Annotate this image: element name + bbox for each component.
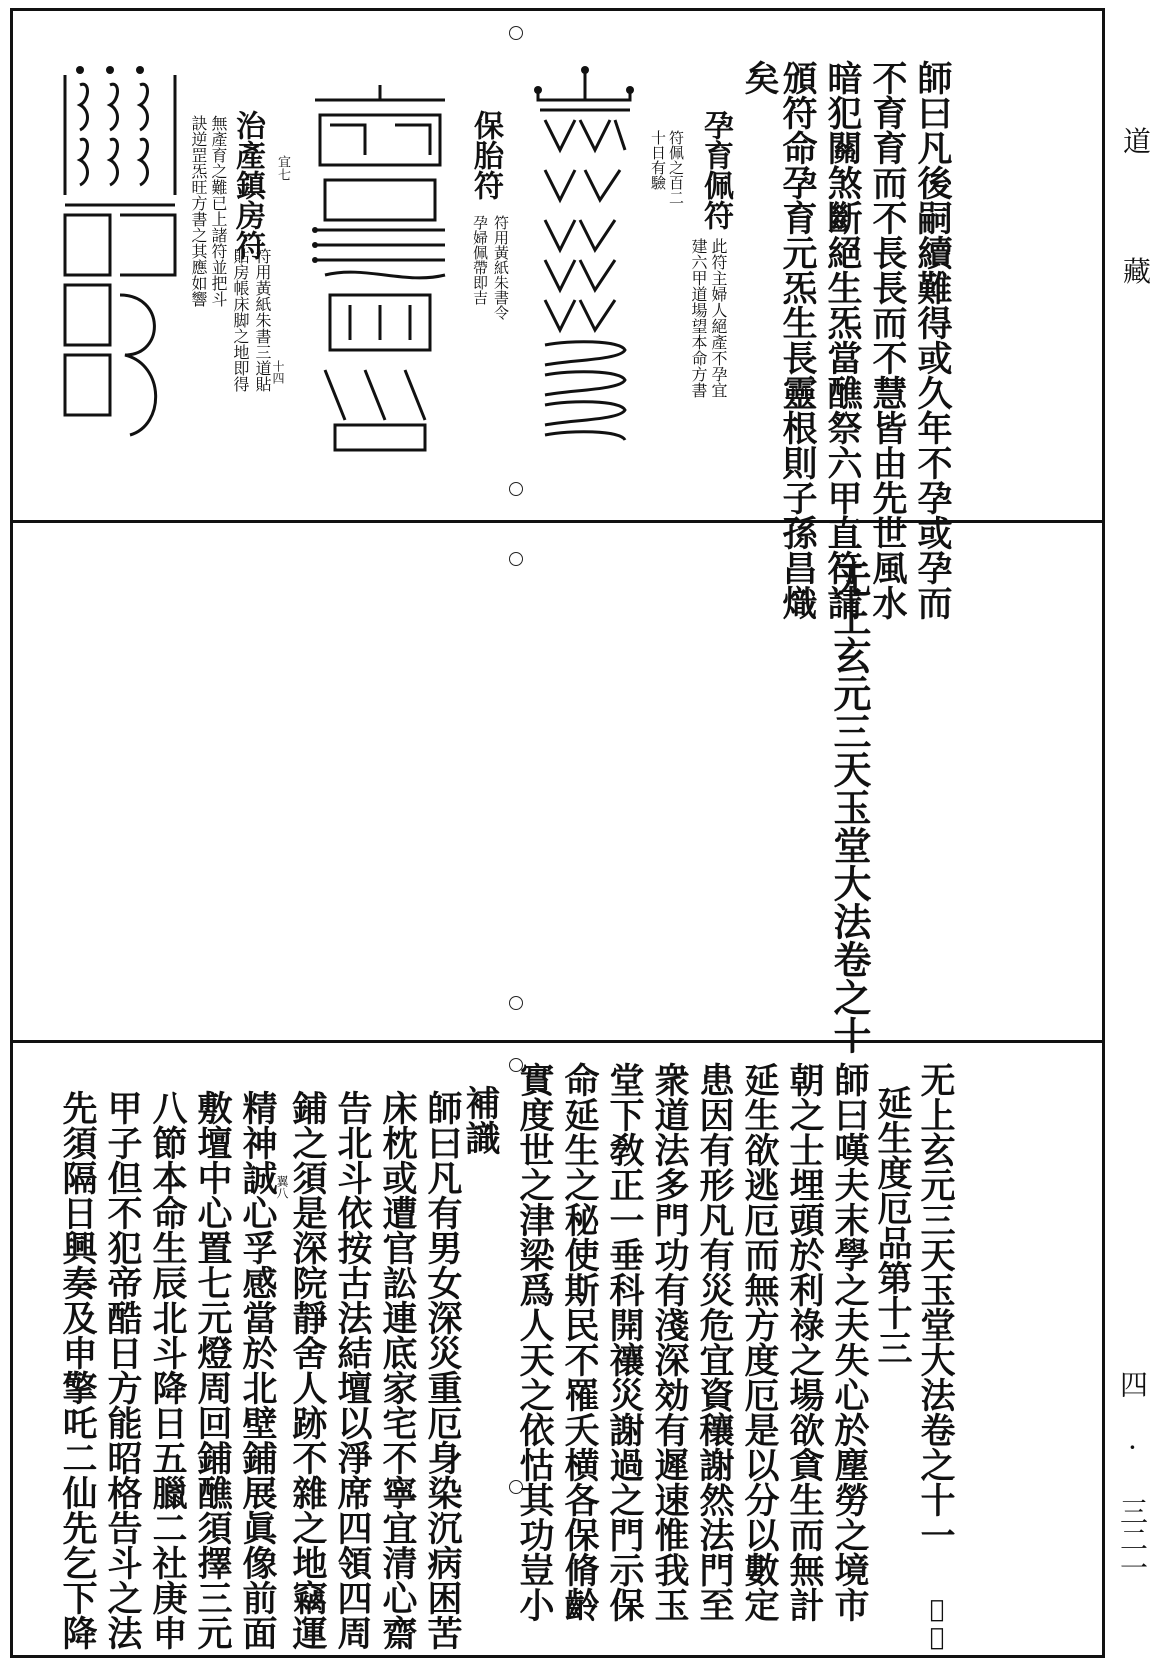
binding-hole [509, 552, 523, 566]
juan-10-title: 无上玄元三天玉堂大法卷之十 [827, 560, 872, 1054]
page-number: 四 · 三二一 [1116, 1370, 1149, 1581]
binding-hole [509, 996, 523, 1010]
zhichan-marker-2: 十四 [271, 360, 285, 384]
buzhi-column-4: 鋪之須是深院靜舍人跡不雜之地竊運 [287, 1090, 328, 1650]
collection-name-bottom: 藏 [1123, 255, 1152, 288]
zhichan-note-1: 符用黃紙朱書三道貼 [253, 248, 272, 392]
buzhi-column-6: 敷壇中心置七元燈周回鋪醮須擇三元 [192, 1090, 233, 1650]
buzhi-column-3: 告北斗依按古法結壇以淨席四領四周 [332, 1090, 373, 1650]
intro-column-5: 矣 [739, 60, 780, 95]
yunyu-talisman-title: 孕育佩符 [698, 110, 733, 230]
zhichan-talisman-title: 治產鎮房符 [230, 110, 265, 260]
intro-column-3: 暗犯關煞斷絕生炁當醮祭六甲直符請 [822, 60, 863, 620]
zhichan-note-2: 貼房帳床脚之地即得 [231, 248, 250, 392]
chapter-title: 延生度厄品第十三 [872, 1085, 913, 1365]
zhichan-note-3: 無產育之難已上諸符並把斗 [209, 115, 228, 307]
text-column-6: 堂下敎正一垂科開禳災謝過之門示保 [604, 1062, 645, 1622]
baotai-note-2: 孕婦佩帶即吉 [471, 215, 489, 305]
yunyu-note-3: 符佩之百二 [667, 130, 685, 205]
yunyu-note-4: 十日有驗 [649, 130, 667, 190]
buzhi-column-7: 八節本命生辰北斗降日五臘二社庚申 [147, 1090, 188, 1650]
buzhi-title: 補識 [460, 1085, 501, 1155]
buzhi-column-5: 精神誠心孚感當於北壁鋪展眞像前面 [237, 1090, 278, 1650]
baotai-talisman-title: 保胎符 [468, 110, 503, 200]
zhichan-talisman-image [55, 55, 185, 455]
collection-name-top: 道 [1123, 125, 1152, 158]
binding-hole [509, 482, 523, 496]
baotai-talisman-image [305, 80, 455, 460]
yunyu-talisman-image [530, 60, 640, 460]
section-mark: 𥝠八 [923, 1595, 951, 1651]
panel-divider-lower [10, 1040, 1105, 1043]
juan-11-title: 无上玄元三天玉堂大法卷之十一 [915, 1062, 956, 1552]
text-column-7: 命延生之秘使斯民不罹夭横各保脩齡 [559, 1062, 600, 1622]
text-column-8: 實度世之津梁爲人天之依怙其功豈小 [514, 1062, 555, 1622]
buzhi-column-1: 師曰凡有男女深災重厄身染沉病困苦 [422, 1090, 463, 1650]
zhichan-marker: 宜七 [275, 155, 290, 181]
zhichan-note-4: 訣逆罡炁旺方書之其應如響 [189, 115, 208, 307]
text-column-5: 衆道法多門功有淺深効有遲速惟我玉 [649, 1062, 690, 1622]
intro-column-4: 頒符命孕育元炁生長靈根則子孫昌熾 [777, 60, 818, 620]
inline-marker: 翼八 [275, 1175, 289, 1199]
text-column-2: 朝之士埋頭於利祿之場欲貪生而無計 [784, 1062, 825, 1622]
intro-column-1: 師曰凡後嗣續難得或久年不孕或孕而 [912, 60, 953, 620]
text-column-3: 延生欲逃厄而無方度厄是以分以數定 [739, 1062, 780, 1622]
text-column-4: 患因有形凡有災危宜資穰謝然法門至 [694, 1062, 735, 1622]
text-column-1: 師曰嘆夫末學之夫失心於塵勞之境市 [829, 1062, 870, 1622]
buzhi-column-9: 先須隔日興奏及申擎吒二仙先乞下降 [57, 1090, 98, 1650]
intro-column-2: 不育育而不長長而不慧皆由先世風水 [867, 60, 908, 620]
buzhi-column-8: 甲子但不犯帝酷日方能昭格告斗之法 [102, 1090, 143, 1650]
baotai-note-1: 符用黃紙朱書令 [492, 215, 510, 320]
binding-hole [509, 26, 523, 40]
yunyu-note-2: 建六甲道場望本命方書 [689, 238, 708, 398]
buzhi-column-2: 床枕或遭官訟連底家宅不寧宜清心齋 [377, 1090, 418, 1650]
yunyu-note-1: 此符主婦人絕產不孕宜 [709, 238, 728, 398]
